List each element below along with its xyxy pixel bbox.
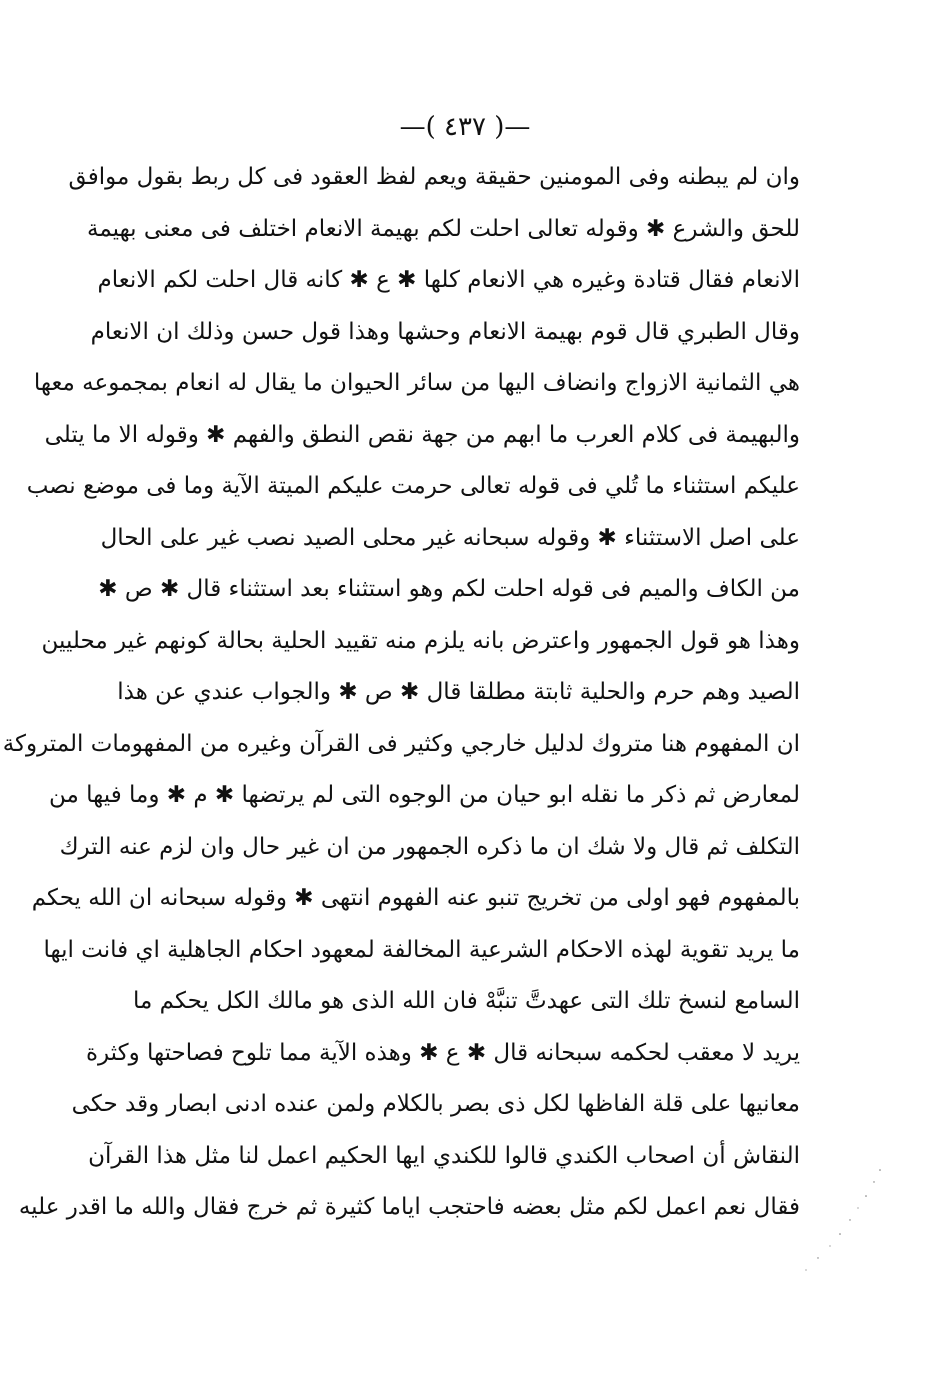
text-line-1: وان لم يبطنه وفى المومنين حقيقة ويعم لفظ العقود فى كل ربط بقول موافق xyxy=(68,164,800,190)
text-line-20: النقاش أن اصحاب الكندي قالوا للكندي ايها الحكيم اعمل لنا مثل هذا القرآن xyxy=(88,1142,800,1169)
text-line-14: التكلف ثم قال ولا شك ان ما ذكره الجمهور من ان غير حال وان لزم عنه الترك xyxy=(59,833,800,860)
text-line-17: السامع لنسخ تلك التى عهدتَّ تنبَّهْ فان الله الذى هو مالك الكل يحكم ما xyxy=(133,988,800,1014)
text-line-15: بالمفهوم فهو اولى من تخريج تنبو عنه الفهوم انتهى ✱ وقوله سبحانه ان الله يحكم xyxy=(31,885,800,911)
arabic-text-block xyxy=(2,152,800,1234)
page-number: —( ٤٣٧ )— xyxy=(399,112,531,142)
text-line-19: معانيها على قلة الفاظها لكل ذى بصر بالكلام ولمن عنده ادنى ابصار وقد حكى xyxy=(71,1091,800,1117)
text-line-18: يريد لا معقب لحكمه سبحانه قال ✱ ع ✱ وهذه الآية مما تلوح فصاحتها وكثرة xyxy=(85,1039,800,1066)
text-line-3: الانعام فقال قتادة وغيره هي الانعام كلها ✱ ع ✱ كانه قال احلت لكم الانعام xyxy=(97,267,800,293)
text-line-13: لمعارض ثم ذكر ما نقله ابو حيان من الوجوه التى لم يرتضها ✱ م ✱ وما فيها من xyxy=(49,782,800,808)
text-line-4: وقال الطبري قال قوم بهيمة الانعام وحشها وهذا قول حسن وذلك ان الانعام xyxy=(90,318,800,345)
text-line-6: والبهيمة فى كلام العرب ما ابهم من جهة نقص النطق والفهم ✱ وقوله الا ما يتلى xyxy=(44,421,800,448)
text-line-2: للحق والشرع ✱ وقوله تعالى احلت لكم بهيمة الانعام اختلف فى معنى بهيمة xyxy=(87,215,800,242)
text-line-16: ما يريد تقوية لهذه الاحكام الشرعية المخالفة لمعهود احكام الجاهلية اي فانت ايها xyxy=(43,936,800,963)
text-line-5: هي الثمانية الازواج وانضاف اليها من سائر الحيوان ما يقال له انعام بمجموعه معها xyxy=(33,370,800,396)
text-line-8: على اصل الاستثناء ✱ وقوله سبحانه غير محلى الصيد نصب غير على الحال xyxy=(100,524,800,551)
text-line-7: عليكم استثناء ما تُلي فى قوله تعالى حرمت عليكم الميتة الآية وما فى موضع نصب xyxy=(26,473,800,499)
text-line-12: ان المفهوم هنا متروك لدليل خارجي وكثير فى القرآن وغيره من المفهومات المتروكة xyxy=(2,730,800,757)
text-line-11: الصيد وهم حرم والحلية ثابتة مطلقا قال ✱ ص ✱ والجواب عندي عن هذا xyxy=(117,679,800,705)
text-line-10: وهذا هو قول الجمهور واعترض بانه يلزم منه تقييد الحلية بحالة كونهم غير محليين xyxy=(41,627,800,654)
text-line-9: من الكاف والميم فى قوله احلت لكم وهو استثناء بعد استثناء قال ✱ ص ✱ xyxy=(98,576,800,602)
text-line-21: فقال نعم اعمل لكم مثل بعضه فاحتجب اياما كثيرة ثم خرج فقال والله ما اقدر عليه xyxy=(18,1194,800,1220)
